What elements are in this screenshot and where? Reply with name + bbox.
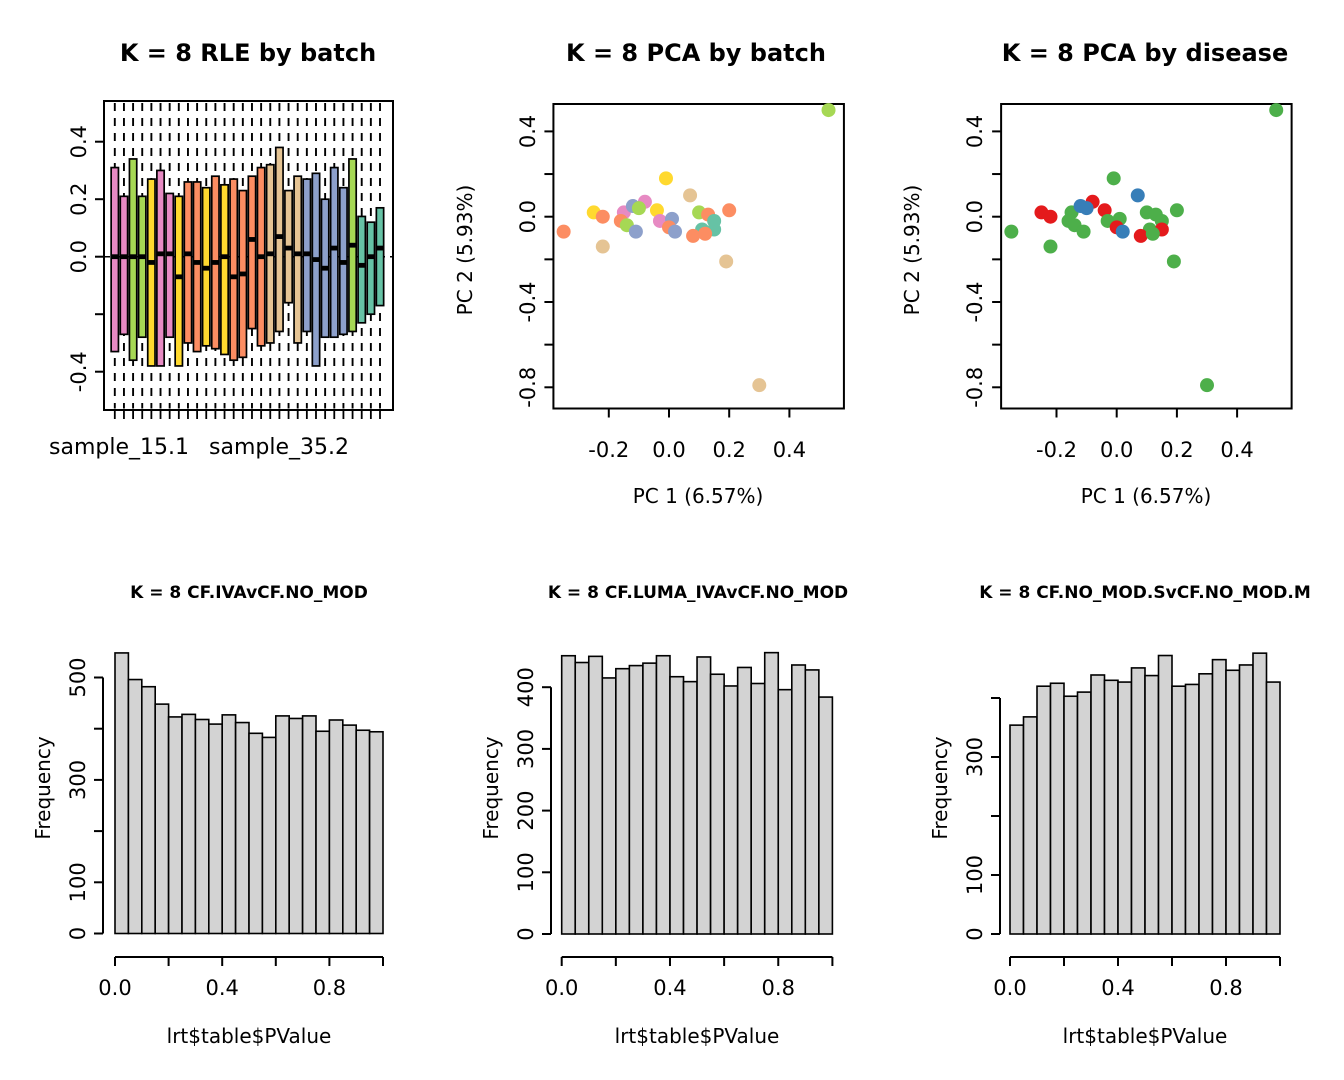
scatter-point — [1077, 225, 1091, 239]
scatter-point — [683, 188, 697, 202]
y-axis-title: Frequency — [479, 736, 503, 840]
histogram-bar — [1051, 683, 1065, 934]
rle-box — [129, 159, 136, 360]
rle-box — [276, 147, 283, 331]
rle-median — [340, 260, 347, 265]
panel-rle-boxplot — [49, 39, 393, 460]
scatter-point — [822, 103, 836, 117]
y-tick-label: 0.0 — [516, 199, 540, 234]
scatter-point — [659, 171, 673, 185]
scatter-point — [668, 225, 682, 239]
histogram-bar — [575, 663, 589, 934]
rle-median — [376, 246, 383, 251]
x-axis-title: PC 1 (6.57%) — [632, 484, 764, 508]
y-tick-label: 0.4 — [963, 114, 987, 149]
histogram-bar — [1132, 668, 1146, 934]
histogram-bar — [602, 678, 616, 934]
rle-median — [193, 260, 200, 265]
histogram-bar — [562, 656, 576, 934]
rle-box — [111, 168, 118, 352]
x-axis-title: lrt$table$PValue — [614, 1024, 780, 1048]
histogram-bar — [115, 653, 128, 934]
panel-pca-by-batch — [453, 39, 844, 508]
histogram-bar — [142, 687, 155, 934]
histogram-bar — [1091, 675, 1105, 934]
hist1-plot-area — [66, 653, 383, 1000]
histogram-bar — [222, 715, 235, 934]
x-tick-label: 0.4 — [1101, 976, 1135, 1000]
rle-box — [157, 170, 164, 366]
rle-box — [367, 222, 374, 314]
histogram-bar — [329, 720, 342, 934]
histogram-bar — [1010, 725, 1024, 934]
histogram-bar — [697, 657, 711, 934]
x-axis-title: lrt$table$PValue — [1062, 1024, 1228, 1048]
rle-median — [184, 251, 191, 256]
scatter-point — [1167, 254, 1181, 268]
hist3-plot-area — [963, 653, 1280, 1000]
histogram-bar — [343, 725, 356, 933]
scatter-point — [1131, 188, 1145, 202]
histogram-bar — [316, 731, 329, 933]
histogram-bar — [1159, 656, 1173, 934]
panel-hist-1 — [31, 583, 383, 1048]
y-tick-label: 100 — [66, 862, 90, 903]
scatter-point — [596, 210, 610, 224]
histogram-bar — [249, 733, 262, 933]
histogram-bar — [711, 674, 725, 934]
rle-box — [166, 193, 173, 337]
rle-median — [312, 257, 319, 262]
x-tick-label: 0.8 — [761, 976, 795, 1000]
scatter-point — [719, 254, 733, 268]
y-tick-label: 500 — [66, 657, 90, 698]
scatter-point — [1043, 210, 1057, 224]
panel-title: K = 8 CF.NO_MOD.SvCF.NO_MOD.M — [979, 583, 1311, 603]
panel-hist-3 — [928, 583, 1311, 1048]
y-tick-label: 0 — [514, 927, 538, 941]
pca-batch-plot-area — [516, 103, 844, 462]
y-tick-label: 0.2 — [67, 182, 91, 216]
x-tick-label: 0.4 — [653, 976, 687, 1000]
histogram-bar — [209, 724, 222, 933]
x-tick-label: 0.2 — [712, 438, 746, 462]
histogram-bar — [303, 716, 316, 934]
y-tick-label: 0.4 — [516, 114, 540, 149]
rle-box — [175, 196, 182, 366]
histogram-bar — [155, 704, 168, 933]
rle-median — [331, 246, 338, 251]
histogram-bar — [738, 667, 752, 934]
rle-box — [312, 173, 319, 366]
y-axis-title: PC 2 (5.93%) — [453, 184, 477, 316]
x-tick-label: 0.4 — [1220, 438, 1254, 462]
histogram-bar — [182, 714, 195, 933]
x-tick-label: 0.8 — [1209, 976, 1243, 1000]
histogram-bar — [1199, 674, 1213, 934]
y-tick-label: 0 — [66, 926, 90, 941]
rle-box — [230, 179, 237, 360]
y-tick-label: 300 — [963, 736, 987, 778]
histogram-bar — [169, 717, 182, 934]
rle-median — [230, 274, 237, 279]
histogram-bar — [805, 670, 819, 934]
scatter-point — [1269, 103, 1283, 117]
y-tick-label: -0.4 — [67, 351, 91, 393]
histogram-bar — [629, 666, 643, 934]
scatter-point — [629, 225, 643, 239]
pca-disease-plot-area — [963, 103, 1292, 462]
rle-median — [358, 263, 365, 268]
scatter-point — [1134, 229, 1148, 243]
panel-title: K = 8 PCA by disease — [1001, 39, 1289, 67]
histogram-bar — [778, 690, 792, 934]
rle-median — [267, 251, 274, 256]
x-tick-label: -0.2 — [1036, 438, 1077, 462]
y-tick-label: 200 — [514, 790, 538, 831]
rle-median — [248, 237, 255, 242]
rle-box — [248, 176, 255, 328]
histogram-bar — [195, 719, 208, 933]
panel-title: K = 8 CF.LUMA_IVAvCF.NO_MOD — [547, 583, 849, 603]
rle-plot-area — [67, 101, 393, 419]
histogram-bar — [1145, 676, 1159, 934]
rle-median — [276, 234, 283, 239]
histogram-bar — [751, 683, 765, 934]
rle-box — [358, 216, 365, 322]
rle-box — [376, 208, 383, 306]
histogram-bar — [1064, 696, 1078, 934]
rle-box — [193, 182, 200, 352]
histogram-bar — [1024, 717, 1038, 934]
scatter-point — [722, 203, 736, 217]
rle-box — [294, 176, 301, 343]
y-tick-label: 0.4 — [67, 124, 91, 159]
rle-median — [139, 254, 146, 259]
x-tick-label-sample-15-1: sample_15.1 — [49, 435, 189, 460]
x-tick-label: 0.0 — [652, 438, 686, 462]
histogram-bar — [1253, 653, 1267, 934]
scatter-point — [1043, 240, 1057, 254]
scatter-point — [1107, 171, 1121, 185]
x-tick-label: 0.0 — [544, 976, 579, 1000]
scatter-point — [686, 229, 700, 243]
x-tick-label: 0.0 — [98, 976, 132, 1000]
histogram-bar — [1213, 660, 1227, 934]
rle-median — [367, 254, 374, 259]
panel-title: K = 8 PCA by batch — [566, 39, 826, 67]
rle-median — [157, 251, 164, 256]
histogram-bar — [1267, 682, 1281, 934]
panel-title: K = 8 CF.IVAvCF.NO_MOD — [130, 583, 368, 603]
y-tick-label: 300 — [514, 728, 538, 769]
y-tick-label: 300 — [66, 759, 90, 800]
scatter-point — [632, 201, 646, 215]
x-axis-title: lrt$table$PValue — [166, 1024, 332, 1048]
histogram-bar — [724, 686, 738, 934]
rle-median — [257, 254, 264, 259]
histogram-bar — [356, 730, 369, 933]
scatter-point — [1170, 203, 1184, 217]
rle-median — [129, 254, 136, 259]
x-tick-label: 0.0 — [1099, 438, 1134, 462]
histogram-bar — [128, 680, 141, 934]
histogram-bar — [765, 653, 779, 934]
histogram-bar — [643, 663, 657, 934]
histogram-bar — [616, 669, 630, 934]
histogram-bar — [1226, 670, 1240, 934]
y-tick-label: 100 — [963, 854, 987, 896]
x-tick-label-sample-35-2: sample_35.2 — [209, 435, 349, 460]
y-tick-label: -0.8 — [963, 366, 987, 408]
scatter-point — [1116, 225, 1130, 239]
histogram-bar — [684, 682, 698, 934]
histogram-bar — [670, 677, 684, 934]
x-tick-label: 0.8 — [312, 976, 347, 1000]
scatter-point — [1200, 378, 1214, 392]
x-tick-label: 0.4 — [205, 976, 239, 1000]
histogram-bar — [792, 665, 806, 934]
x-axis-title: PC 1 (6.57%) — [1080, 484, 1212, 508]
panel-pca-by-disease — [900, 39, 1292, 508]
histogram-bar — [819, 697, 833, 934]
x-tick-label: 0.2 — [1160, 438, 1194, 462]
rle-median — [285, 246, 292, 251]
scatter-point — [596, 240, 610, 254]
rle-median — [239, 272, 246, 277]
panel-hist-2 — [479, 583, 848, 1048]
hist2-plot-area — [514, 653, 832, 1000]
scatter-point — [557, 225, 571, 239]
scatter-point — [1004, 225, 1018, 239]
rle-median — [120, 254, 127, 259]
histogram-bar — [589, 656, 603, 934]
rle-median — [303, 251, 310, 256]
histogram-bar — [262, 737, 275, 933]
rle-median — [203, 266, 210, 271]
rle-median — [349, 243, 356, 248]
rle-median — [212, 260, 219, 265]
histogram-bar — [1172, 686, 1186, 934]
scatter-point — [752, 378, 766, 392]
rle-box — [184, 182, 191, 343]
y-tick-label: 0.0 — [67, 239, 91, 274]
x-tick-label: 0.0 — [993, 976, 1027, 1000]
x-tick-label: 0.4 — [772, 438, 807, 462]
y-tick-label: 0 — [963, 927, 987, 941]
rle-median — [221, 254, 228, 259]
histogram-bar — [1105, 680, 1119, 934]
rle-box — [120, 196, 127, 334]
plot-frame — [1001, 104, 1291, 409]
histogram-bar — [1186, 684, 1200, 934]
panel-title: K = 8 RLE by batch — [119, 39, 377, 67]
rle-median — [294, 251, 301, 256]
rle-median — [111, 254, 118, 259]
y-tick-label: -0.8 — [516, 366, 540, 408]
y-axis-title: Frequency — [928, 736, 952, 840]
scatter-point — [1080, 201, 1094, 215]
histogram-bar — [1240, 665, 1254, 934]
y-axis-title: PC 2 (5.93%) — [900, 184, 924, 316]
rle-median — [148, 260, 155, 265]
histogram-bar — [1078, 692, 1092, 934]
rle-box — [148, 179, 155, 366]
y-tick-label: 0.0 — [963, 199, 987, 234]
x-tick-label: -0.2 — [588, 438, 630, 462]
rle-median — [166, 251, 173, 256]
scatter-point — [698, 227, 712, 241]
y-tick-label: 100 — [514, 852, 538, 893]
y-tick-label: -0.4 — [516, 281, 540, 323]
y-tick-label: 400 — [514, 667, 538, 708]
histogram-bar — [1037, 686, 1051, 934]
y-tick-label: -0.4 — [963, 281, 987, 323]
histogram-bar — [289, 718, 302, 933]
scatter-point — [1146, 227, 1160, 241]
rle-box — [139, 196, 146, 337]
y-axis-title: Frequency — [31, 736, 55, 840]
rle-median — [175, 274, 182, 279]
rle-box — [221, 185, 228, 355]
histogram-bar — [370, 732, 383, 934]
histogram-bar — [276, 716, 289, 934]
histogram-bar — [236, 723, 249, 934]
histogram-bar — [1118, 682, 1132, 934]
rle-box — [331, 168, 338, 338]
histogram-bar — [656, 656, 670, 934]
rle-median — [321, 266, 328, 271]
plot-frame — [553, 104, 844, 409]
